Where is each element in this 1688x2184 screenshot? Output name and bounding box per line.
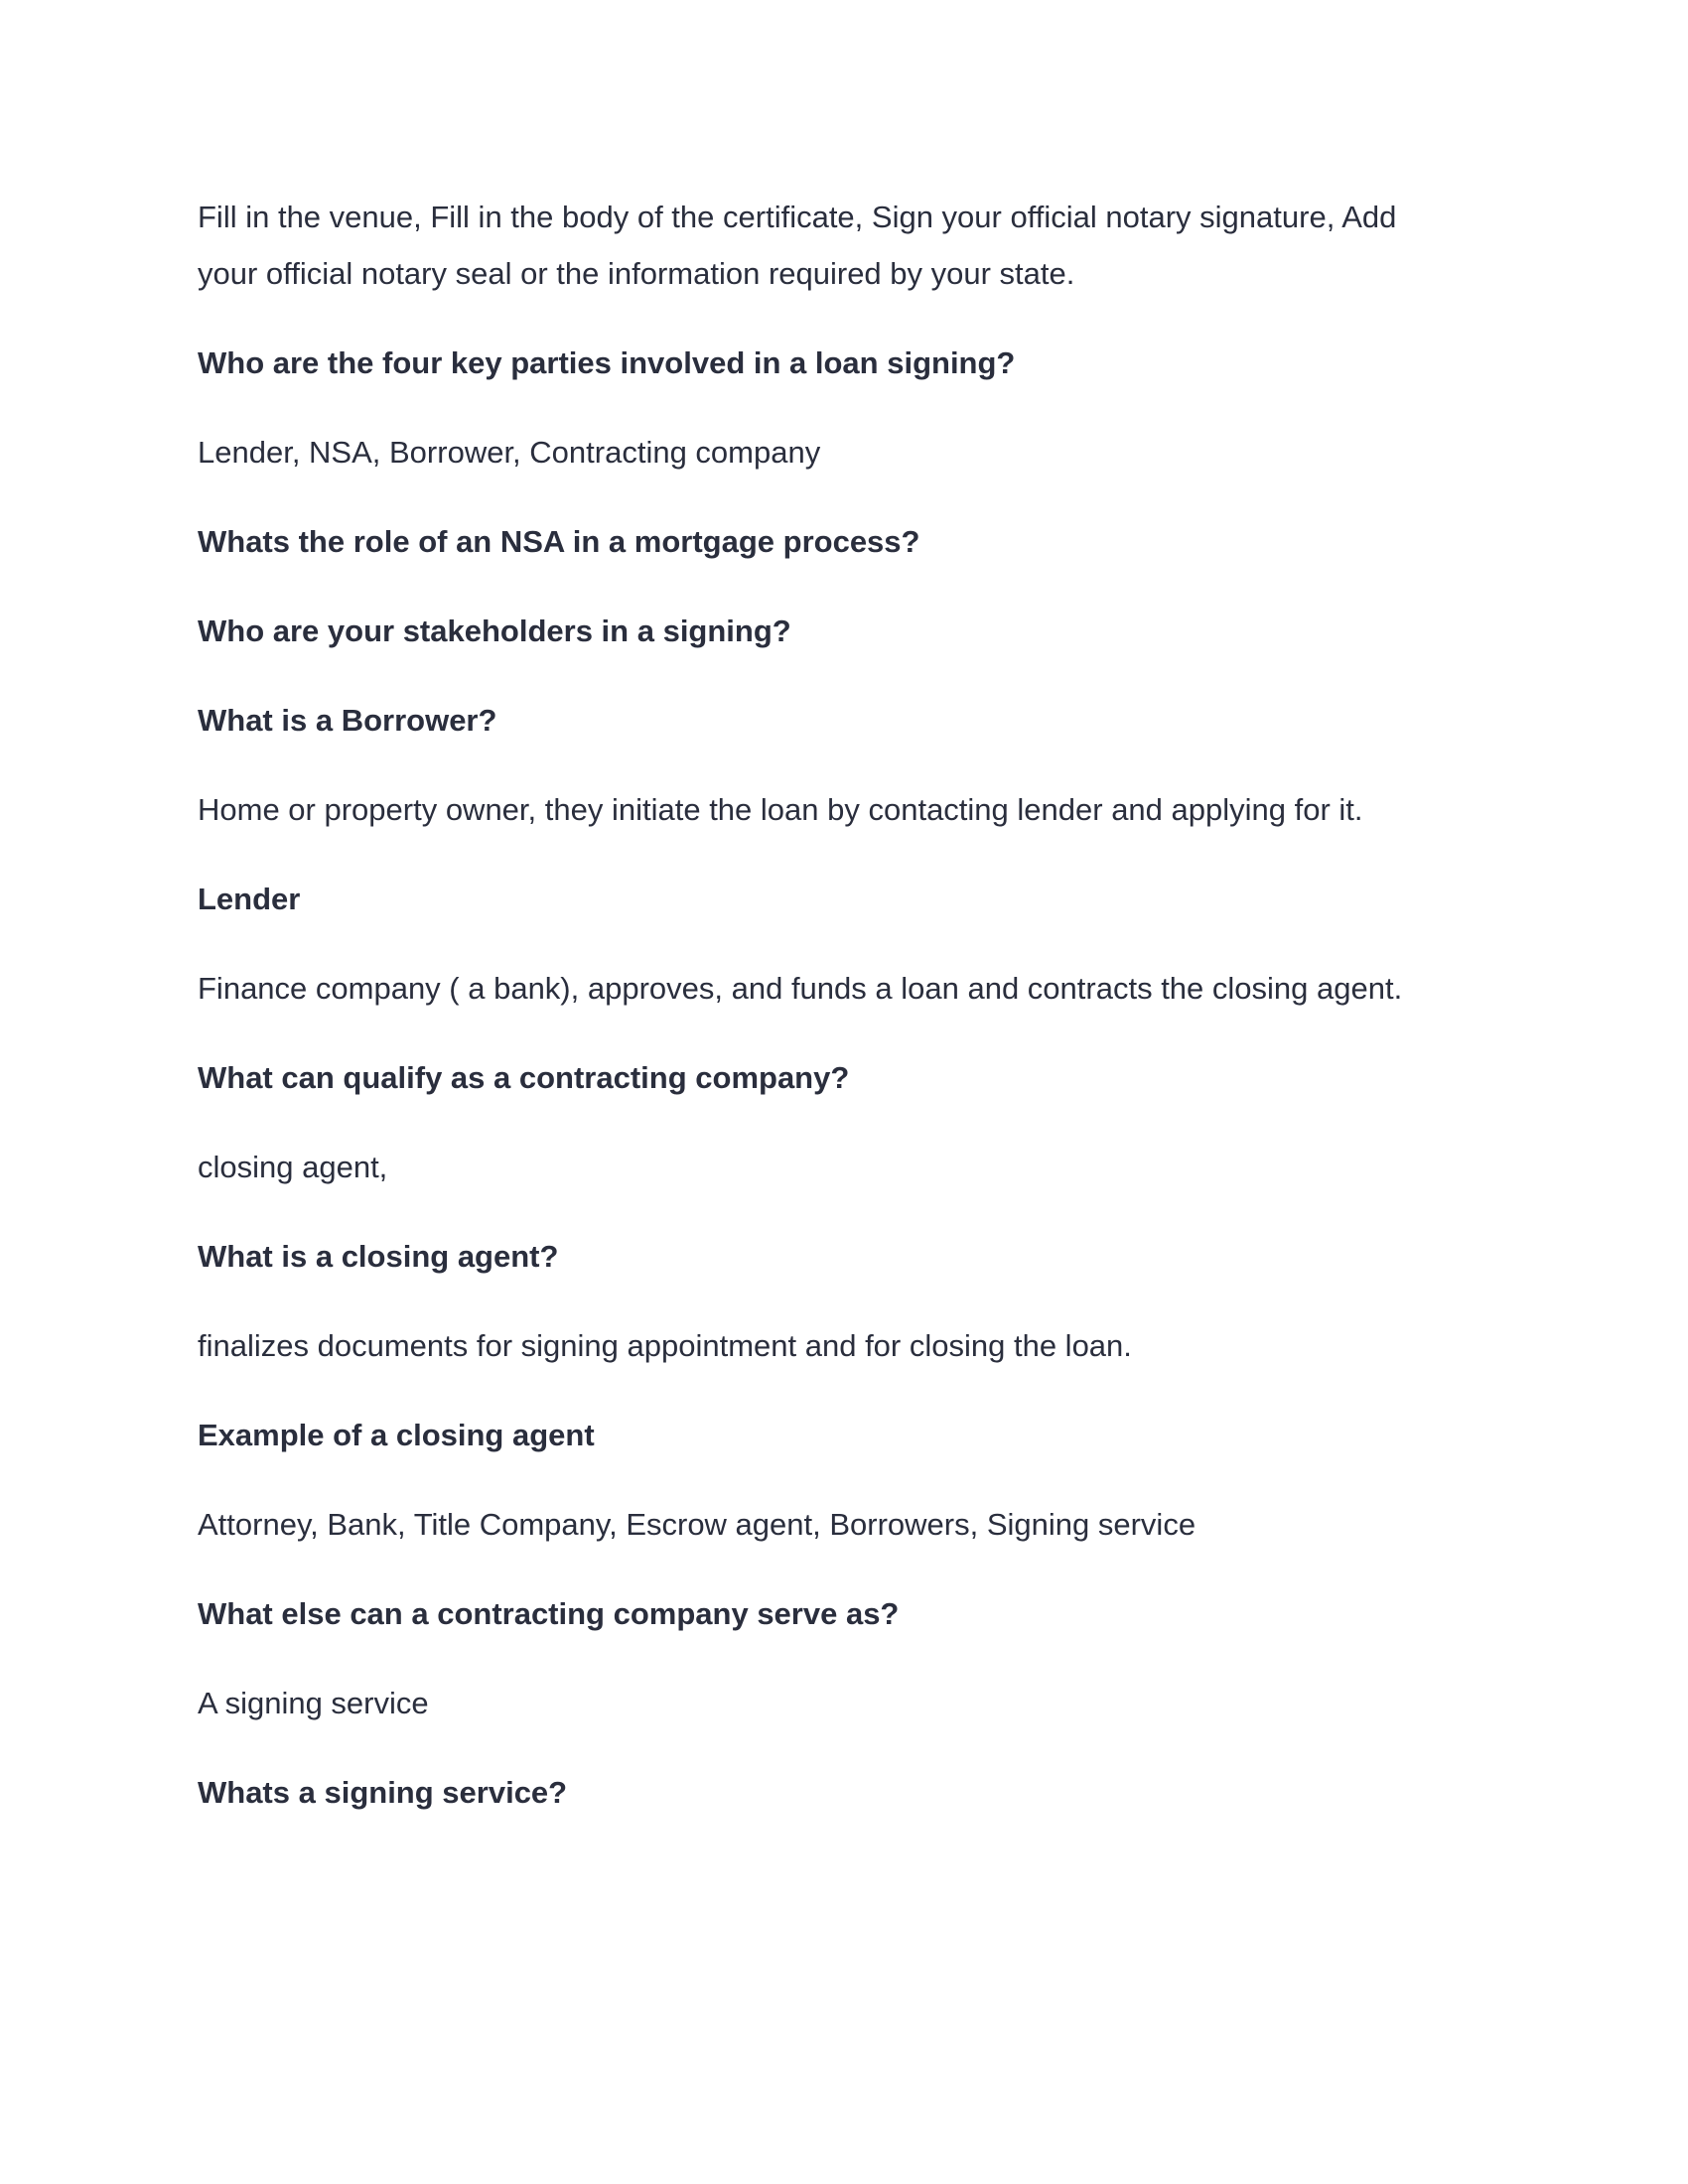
- question-heading: What is a closing agent?: [198, 1239, 559, 1274]
- answer-text: Home or property owner, they initiate the loan by contacting lender and applying for it.: [198, 792, 1363, 827]
- answer-text: A signing service: [198, 1686, 429, 1720]
- question-heading: Who are your stakeholders in a signing?: [198, 614, 791, 648]
- document-body: [198, 189, 1488, 1853]
- answer-text: Fill in the venue, Fill in the body of the certificate, Sign your official notary signature, Add your official notary seal or the information required by your state.: [198, 200, 1397, 291]
- question-heading: Who are the four key parties involved in a loan signing?: [198, 345, 1016, 380]
- answer-text: closing agent,: [198, 1150, 388, 1184]
- answer-text: Lender, NSA, Borrower, Contracting company: [198, 435, 821, 470]
- answer-text: Attorney, Bank, Title Company, Escrow agent, Borrowers, Signing service: [198, 1507, 1196, 1542]
- question-heading: Whats a signing service?: [198, 1775, 568, 1810]
- question-heading: Example of a closing agent: [198, 1418, 595, 1452]
- question-heading: Whats the role of an NSA in a mortgage process?: [198, 524, 920, 559]
- question-heading: What is a Borrower?: [198, 703, 497, 738]
- question-heading: What can qualify as a contracting company?: [198, 1060, 850, 1095]
- question-heading: Lender: [198, 882, 301, 916]
- answer-text: Finance company ( a bank), approves, and funds a loan and contracts the closing agent.: [198, 971, 1403, 1006]
- answer-text: finalizes documents for signing appointment and for closing the loan.: [198, 1328, 1132, 1363]
- question-heading: What else can a contracting company serve as?: [198, 1596, 900, 1631]
